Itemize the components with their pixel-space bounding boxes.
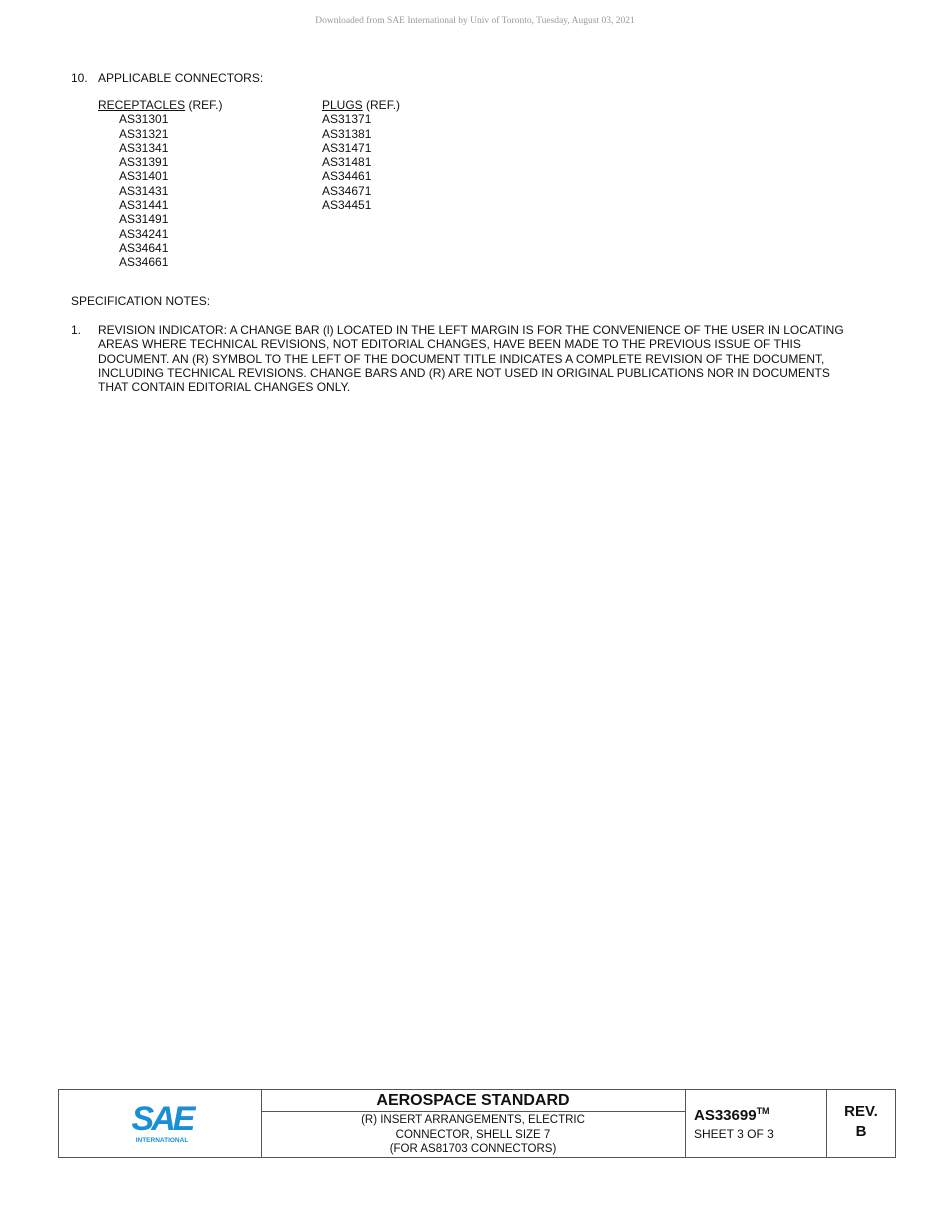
sae-logo (127, 1102, 197, 1144)
trademark-mark: TM (756, 1106, 770, 1116)
sae-logo-subtext: INTERNATIONAL (135, 1137, 189, 1144)
plugs-header-label: PLUGS (322, 98, 363, 112)
download-watermark: Downloaded from SAE International by Univ of Toronto, Tuesday, August 03, 2021 (315, 16, 635, 26)
spec-note-line: INCLUDING TECHNICAL REVISIONS. CHANGE BARS AND (R) ARE NOT USED IN ORIGINAL PUBLICATIONS NOR IN DOCUMENTS (98, 365, 830, 380)
receptacle-item: AS31391 (119, 155, 169, 170)
section-title: APPLICABLE CONNECTORS: (98, 71, 264, 85)
receptacle-item: AS31321 (119, 126, 169, 141)
spec-note (71, 323, 891, 394)
description-line: (FOR AS81703 CONNECTORS) (389, 1143, 557, 1155)
plug-item: AS31371 (322, 112, 372, 127)
plugs-header-suffix: (REF.) (362, 98, 401, 112)
spec-note-line: DOCUMENT. AN (R) SYMBOL TO THE LEFT OF THE DOCUMENT TITLE INDICATES A COMPLETE REVISION OF THE DOCUMENT, (98, 351, 825, 366)
description-line: (R) INSERT ARRANGEMENTS, ELECTRIC (361, 1114, 585, 1126)
plug-item: AS34461 (322, 169, 372, 184)
receptacles-header-label: RECEPTACLES (98, 98, 186, 112)
description-line: CONNECTOR, SHELL SIZE 7 (395, 1128, 551, 1141)
logo-cell (59, 1090, 262, 1157)
spec-note-line: AREAS WHERE TECHNICAL REVISIONS, NOT EDITORIAL CHANGES, HAVE BEEN MADE TO THE PREVIOUS ISSUE OF THIS (98, 337, 801, 352)
plug-item: AS34451 (322, 198, 372, 213)
title-cell (261, 1090, 686, 1157)
revision-value: B (855, 1123, 867, 1140)
revision-cell (827, 1090, 895, 1157)
receptacles-header (98, 98, 222, 112)
receptacle-item: AS34241 (119, 226, 169, 241)
section-heading (71, 71, 263, 85)
document-number (694, 1106, 770, 1124)
document-number-text: AS33699 (694, 1107, 757, 1124)
plug-item: AS31471 (322, 140, 372, 155)
spec-note-line: THAT CONTAIN EDITORIAL CHANGES ONLY. (98, 380, 351, 395)
receptacles-column (98, 98, 222, 270)
receptacle-item: AS31401 (119, 169, 169, 184)
plug-item: AS31481 (322, 155, 372, 170)
standard-type: AEROSPACE STANDARD (261, 1090, 685, 1112)
spec-note-number: 1. (71, 323, 82, 337)
plugs-header (322, 98, 400, 112)
plug-item: AS34671 (322, 183, 372, 198)
spec-note-line: REVISION INDICATOR: A CHANGE BAR (l) LOCATED IN THE LEFT MARGIN IS FOR THE CONVENIENCE OF THE USER IN LOCATING (98, 323, 844, 337)
sae-logo-text: SAE (131, 1102, 193, 1138)
receptacle-item: AS31431 (119, 183, 169, 198)
receptacle-item: AS34641 (119, 240, 169, 255)
sheet-indicator: SHEET 3 OF 3 (694, 1127, 774, 1141)
document-number-cell (686, 1090, 827, 1157)
receptacle-item: AS31341 (119, 140, 169, 155)
receptacle-item: AS34661 (119, 255, 169, 270)
receptacle-item: AS31441 (119, 198, 169, 213)
receptacles-header-suffix: (REF.) (185, 98, 223, 112)
spec-notes-title: SPECIFICATION NOTES: (71, 294, 211, 308)
title-block (58, 1089, 896, 1158)
receptacle-item: AS31301 (119, 112, 169, 127)
document-description (261, 1112, 685, 1157)
section-number: 10. (71, 71, 88, 85)
plug-item: AS31381 (322, 126, 372, 141)
revision-label: REV. (844, 1103, 878, 1120)
plugs-column (322, 98, 400, 212)
receptacle-item: AS31491 (119, 212, 169, 227)
